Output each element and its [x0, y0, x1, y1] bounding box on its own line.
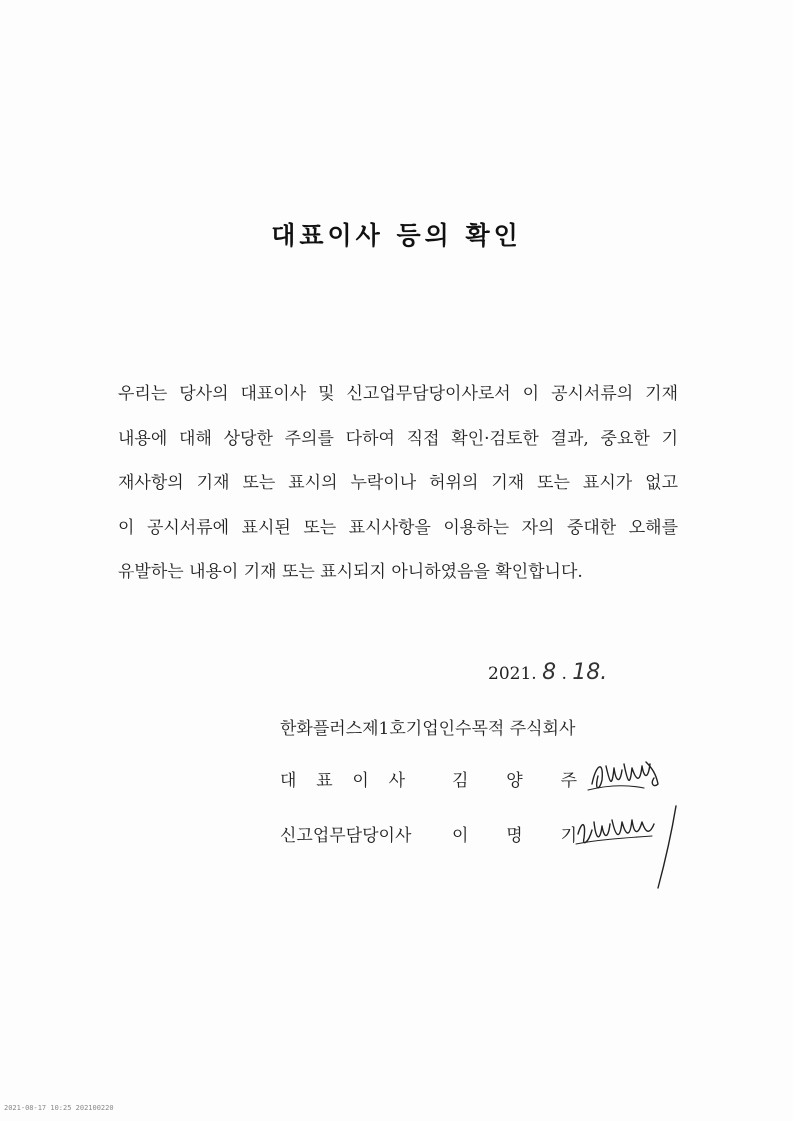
signatory-name: 김 양 주 — [452, 771, 577, 791]
date-end: . — [600, 660, 608, 685]
statement-line: 이 공시서류에 표시된 또는 표시사항을 이용하는 자의 중대한 오해를 — [118, 517, 678, 538]
document-title: 대표이사 등의 확인 — [271, 221, 522, 250]
signatory-name: 이 명 기 — [452, 826, 577, 846]
confirmation-statement — [118, 372, 678, 595]
date-day-handwritten: 18 — [572, 660, 601, 685]
date-year: 2021. — [488, 664, 537, 684]
director-handwritten-signature — [572, 800, 682, 892]
fax-timestamp: 2021-08-17 10:25 202100220 — [4, 1104, 114, 1112]
date-separator: . — [561, 664, 567, 684]
date-month-handwritten: 8 — [542, 660, 557, 685]
statement-line: 유발하는 내용이 기재 또는 표시되지 아니하였음을 확인합니다. — [118, 562, 583, 582]
statement-line: 우리는 당사의 대표이사 및 신고업무담당이사로서 이 공시서류의 기재 — [118, 384, 678, 404]
statement-line: 내용에 대해 상당한 주의를 다하여 직접 확인·검토한 결과, 중요한 기 — [118, 428, 678, 449]
signatory-role: 신고업무담당이사 — [280, 826, 412, 846]
ceo-handwritten-signature — [584, 754, 664, 798]
signing-date — [488, 660, 607, 685]
signatory-role: 대 표 이 사 — [280, 771, 405, 791]
company-name: 한화플러스제1호기업인수목적 주식회사 — [280, 719, 576, 739]
statement-line: 재사항의 기재 또는 표시의 누락이나 허위의 기재 또는 표시가 없고 — [118, 473, 678, 493]
